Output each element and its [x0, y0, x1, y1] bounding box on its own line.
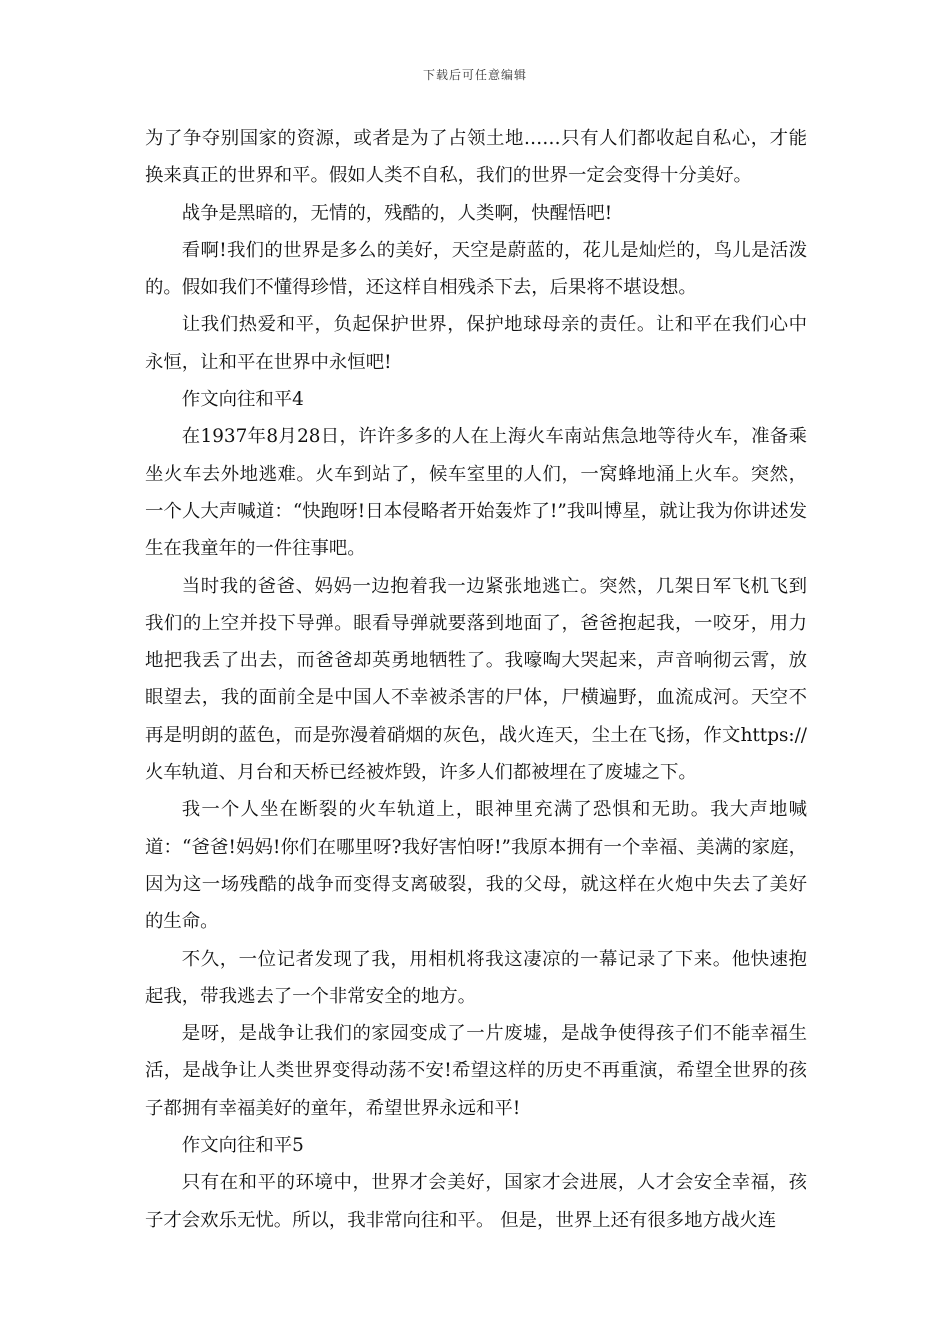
page-header: 下载后可任意编辑	[422, 68, 527, 82]
section-heading: 作文向往和平5	[181, 1135, 304, 1157]
paragraph: 让我们热爱和平，负起保护世界，保护地球母亲的责任。让和平在我们心中永恒，让和平在世界中永恒吧!	[145, 314, 807, 373]
paragraph: 战争是黑暗的，无情的，残酷的，人类啊，快醒悟吧!	[181, 202, 613, 224]
paragraph: 不久，一位记者发现了我，用相机将我这凄凉的一幕记录了下来。他快速抱起我，带我逃去了一个非常安全的地方。	[145, 948, 807, 1007]
paragraph: 为了争夺别国家的资源，或者是为了占领土地……只有人们都收起自私心，才能换来真正的世界和平。假如人类不自私，我们的世界一定会变得十分美好。	[145, 128, 807, 187]
paragraph: 当时我的爸爸、妈妈一边抱着我一边紧张地逃亡。突然，几架日军飞机飞到我们的上空并投下导弹。眼看导弹就要落到地面了，爸爸抱起我，一咬牙，用力地把我丢了出去，而爸爸却英勇地牺牲了。我嚎啕大哭起来，声音响彻云霄，放眼望去，我的面前全是中国人不幸被杀害的尸体，尸横遍野，血流成河。天空不再是明朗的蓝色，而是弥漫着硝烟的灰色，战火连天，尘土在飞扬，作文https://火车轨道、月台和天桥已经被炸毁，许多人们都被埋在了废墟之下。	[145, 575, 807, 784]
section-heading: 作文向往和平4	[181, 389, 304, 411]
document-body	[145, 120, 807, 1239]
paragraph: 是呀，是战争让我们的家园变成了一片废墟，是战争使得孩子们不能幸福生活，是战争让人类世界变得动荡不安!希望这样的历史不再重演，希望全世界的孩子都拥有幸福美好的童年，希望世界永远和平!	[145, 1023, 807, 1119]
paragraph: 看啊!我们的世界是多么的美好，天空是蔚蓝的，花儿是灿烂的，鸟儿是活泼的。假如我们不懂得珍惜，还这样自相残杀下去，后果将不堪设想。	[145, 239, 807, 299]
paragraph: 我一个人坐在断裂的火车轨道上，眼神里充满了恐惧和无助。我大声地喊道：“爸爸!妈妈!你们在哪里呀?我好害怕呀!”我原本拥有一个幸福、美满的家庭，因为这一场残酷的战争而变得支离破裂，我的父母，就这样在火炮中失去了美好的生命。	[145, 799, 807, 933]
paragraph: 在1937年8月28日，许许多多的人在上海火车南站焦急地等待火车，准备乘坐火车去外地逃难。火车到站了，候车室里的人们，一窝蜂地涌上火车。突然，一个人大声喊道：“快跑呀!日本侵略者开始轰炸了!”我叫博星，就让我为你讲述发生在我童年的一件往事吧。	[145, 426, 807, 560]
paragraph: 只有在和平的环境中，世界才会美好，国家才会进展，人才会安全幸福，孩子才会欢乐无忧。所以，我非常向往和平。 但是，世界上还有很多地方战火连	[145, 1172, 807, 1231]
